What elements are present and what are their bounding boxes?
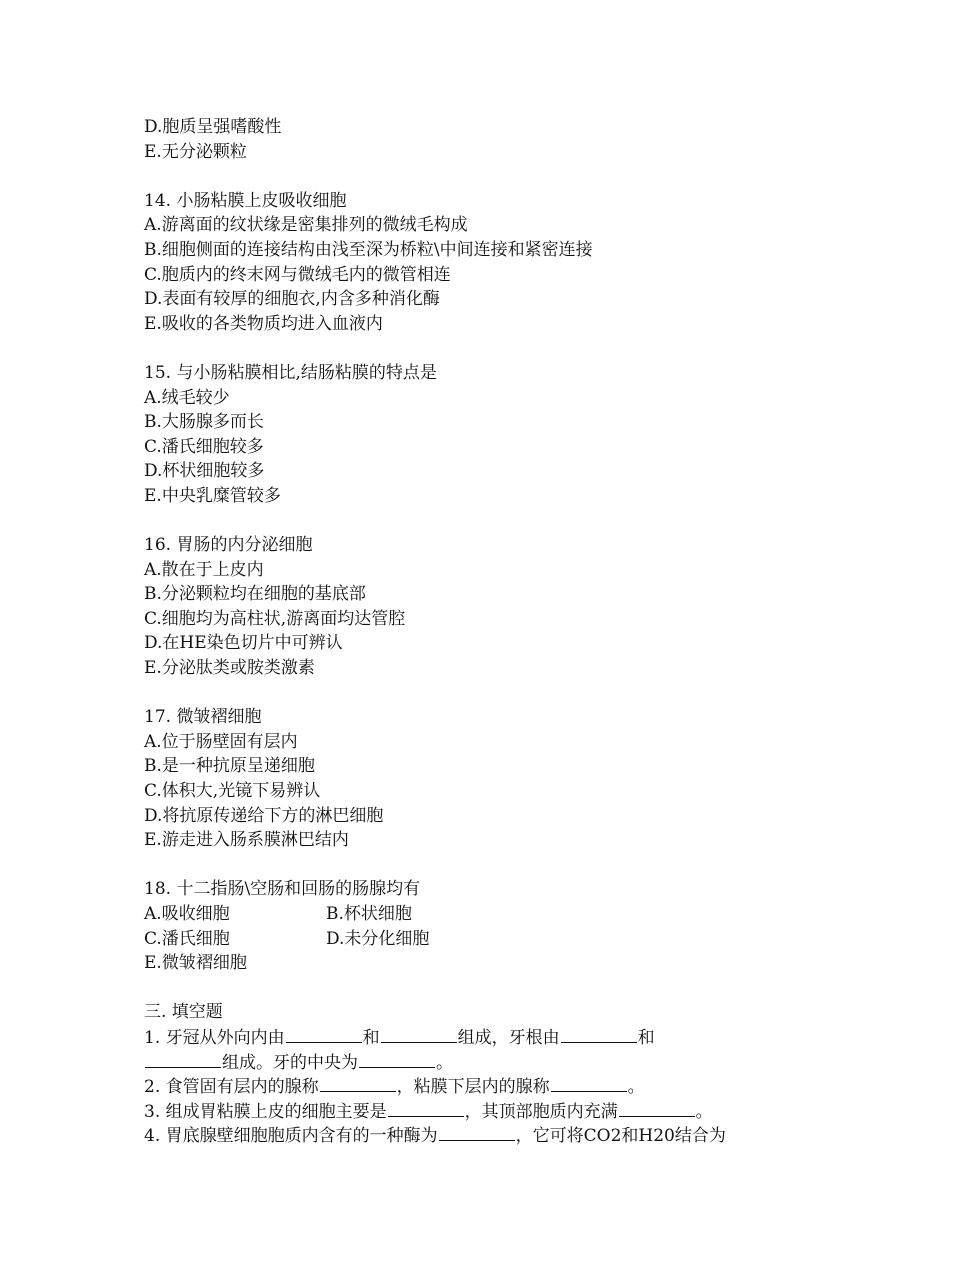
q15-option-c: C.潘氏细胞较多 — [144, 436, 264, 457]
fill-q4-text: 4. 胃底腺壁细胞胞质内含有的一种酶为 — [144, 1126, 438, 1147]
fill-blank[interactable] — [619, 1099, 695, 1117]
fill-blank[interactable] — [381, 1025, 457, 1043]
q14-option-c: C.胞质内的终末网与微绒毛内的微管相连 — [144, 264, 451, 285]
fill-q1-text: 和 — [637, 1027, 655, 1048]
q18-option-a: A.吸收细胞 — [144, 904, 230, 924]
fill-q1-line1 — [144, 1025, 844, 1050]
spacer — [144, 336, 844, 361]
fill-blank[interactable] — [561, 1025, 637, 1043]
q17-option-e: E.游走进入肠系膜淋巴结内 — [144, 830, 349, 851]
q15-stem: 15. 与小肠粘膜相比,结肠粘膜的特点是 — [144, 362, 437, 383]
q14-stem: 14. 小肠粘膜上皮吸收细胞 — [144, 190, 347, 211]
fill-q3 — [144, 1099, 844, 1124]
q18-option-e: E.微皱褶细胞 — [144, 953, 247, 974]
q14-option-a: A.游离面的纹状缘是密集排列的微绒毛构成 — [144, 215, 468, 236]
fill-q3-text: ，其顶部胞质内充满 — [464, 1101, 618, 1122]
document-page — [144, 115, 844, 1148]
q14-option-b: B.细胞侧面的连接结构由浅至深为桥粒\中间连接和紧密连接 — [144, 239, 593, 260]
spacer — [144, 164, 844, 189]
fill-blank[interactable] — [145, 1050, 221, 1068]
q18-stem: 18. 十二指肠\空肠和回肠的肠腺均有 — [144, 879, 421, 900]
q14-option-d: D.表面有较厚的细胞衣,内含多种消化酶 — [144, 289, 440, 310]
q16-option-d: D.在HE染色切片中可辨认 — [144, 633, 343, 654]
q17-option-d: D.将抗原传递给下方的淋巴细胞 — [144, 805, 384, 826]
q18-row-cd — [144, 927, 844, 952]
fill-q2-text: 2. 食管固有层内的腺称 — [144, 1077, 319, 1098]
q17-stem: 17. 微皱褶细胞 — [144, 707, 262, 728]
q13-option-e: E.无分泌颗粒 — [144, 141, 247, 162]
fill-q4 — [144, 1123, 844, 1148]
fill-q2-text: ，粘膜下层内的腺称 — [396, 1077, 550, 1098]
fill-blank[interactable] — [359, 1050, 435, 1068]
fill-q1-text: 组成。牙的中央为 — [222, 1052, 358, 1073]
fill-blank[interactable] — [320, 1074, 396, 1092]
fill-q2 — [144, 1074, 844, 1099]
fill-heading: 三. 填空题 — [144, 1002, 223, 1023]
q15-option-b: B.大肠腺多而长 — [144, 412, 264, 433]
fill-q1-text: 。 — [436, 1052, 453, 1073]
fill-q2-text: 。 — [627, 1077, 645, 1098]
fill-blank[interactable] — [388, 1099, 464, 1117]
fill-blank[interactable] — [286, 1025, 362, 1043]
q18-row-ab — [144, 902, 844, 927]
q15-option-d: D.杯状细胞较多 — [144, 461, 265, 482]
fill-q3-text: 。 — [695, 1101, 713, 1122]
q15-option-a: A.绒毛较少 — [144, 387, 230, 408]
spacer — [144, 976, 844, 1001]
q16-stem: 16. 胃肠的内分泌细胞 — [144, 535, 313, 556]
spacer — [144, 853, 844, 878]
q18-option-b: B.杯状细胞 — [326, 904, 412, 924]
q16-option-a: A.散在于上皮内 — [144, 559, 264, 580]
spacer — [144, 681, 844, 706]
fill-q1-line2 — [144, 1050, 844, 1075]
fill-q3-text: 3. 组成胃粘膜上皮的细胞主要是 — [144, 1101, 387, 1122]
q16-option-e: E.分泌肽类或胺类激素 — [144, 658, 315, 679]
fill-q1-text: 1. 牙冠从外向内由 — [144, 1027, 285, 1048]
q16-option-c: C.细胞均为高柱状,游离面均达管腔 — [144, 608, 406, 629]
fill-q4-text: ，它可将CO2和H20结合为 — [515, 1126, 726, 1147]
spacer — [144, 509, 844, 534]
fill-blank[interactable] — [439, 1123, 515, 1141]
q17-option-b: B.是一种抗原呈递细胞 — [144, 756, 315, 777]
fill-blank[interactable] — [551, 1074, 627, 1092]
fill-q1-text: 组成，牙根由 — [457, 1027, 560, 1048]
q16-option-b: B.分泌颗粒均在细胞的基底部 — [144, 584, 366, 605]
q17-option-a: A.位于肠壁固有层内 — [144, 731, 298, 752]
q17-option-c: C.体积大,光镜下易辨认 — [144, 781, 321, 802]
q14-option-e: E.吸收的各类物质均进入血液内 — [144, 313, 383, 334]
q18-option-d: D.未分化细胞 — [326, 928, 430, 949]
q15-option-e: E.中央乳糜管较多 — [144, 485, 281, 506]
fill-q1-text: 和 — [362, 1027, 380, 1048]
q13-option-d: D.胞质呈强嗜酸性 — [144, 117, 282, 137]
q18-option-c: C.潘氏细胞 — [144, 928, 230, 949]
